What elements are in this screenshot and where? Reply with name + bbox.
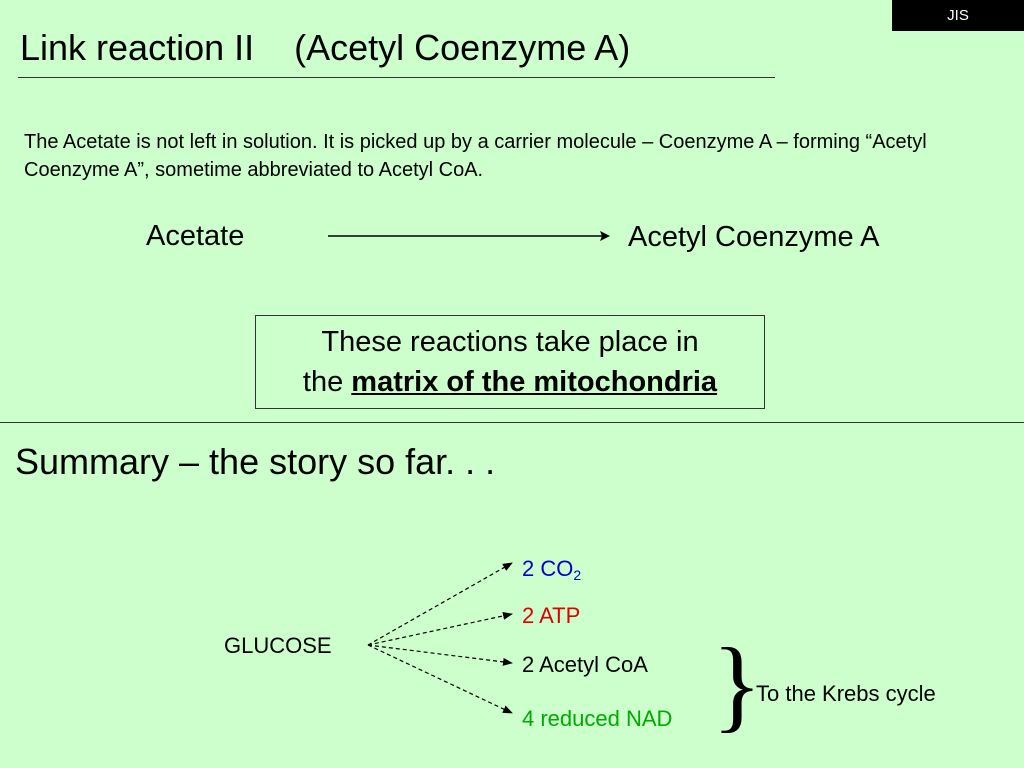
co2-text: 2 CO <box>522 556 574 581</box>
arrow-to-co2 <box>368 563 512 645</box>
author-badge: JIS <box>892 0 1024 31</box>
krebs-cycle-label: To the Krebs cycle <box>756 681 936 706</box>
section-divider <box>0 422 1024 423</box>
grouping-brace: } <box>712 627 762 742</box>
co2-subscript: 2 <box>573 567 582 583</box>
glucose-label: GLUCOSE <box>224 633 332 658</box>
arrow-to-atp <box>368 614 512 645</box>
callout-prefix: the <box>302 366 352 398</box>
callout-line-2 <box>256 362 764 402</box>
arrow-to-nad <box>368 645 512 713</box>
arrow-to-acetyl-coa <box>368 645 512 663</box>
callout-line-1: These reactions take place in <box>321 326 699 358</box>
product-atp: 2 ATP <box>522 603 581 628</box>
product-label: Acetyl Coenzyme A <box>628 221 880 253</box>
product-co2 <box>522 556 581 583</box>
slide-title: Link reaction II (Acetyl Coenzyme A) <box>20 27 631 68</box>
location-callout-box <box>255 315 765 409</box>
reaction-arrow-icon <box>326 226 616 246</box>
intro-paragraph: The Acetate is not left in solution. It is picked up by a carrier molecule – Coenzyme A – forming “Acetyl Coenzyme A”, sometime abbreviated to Acetyl CoA. <box>24 131 927 181</box>
summary-heading: Summary – the story so far. . . <box>15 441 496 482</box>
callout-emphasis: matrix of the mitochondria <box>351 366 718 398</box>
product-reduced-nad: 4 reduced NAD <box>522 706 673 731</box>
title-underline <box>18 77 775 78</box>
product-acetyl-coa: 2 Acetyl CoA <box>522 652 648 677</box>
reactant-label: Acetate <box>146 220 245 252</box>
